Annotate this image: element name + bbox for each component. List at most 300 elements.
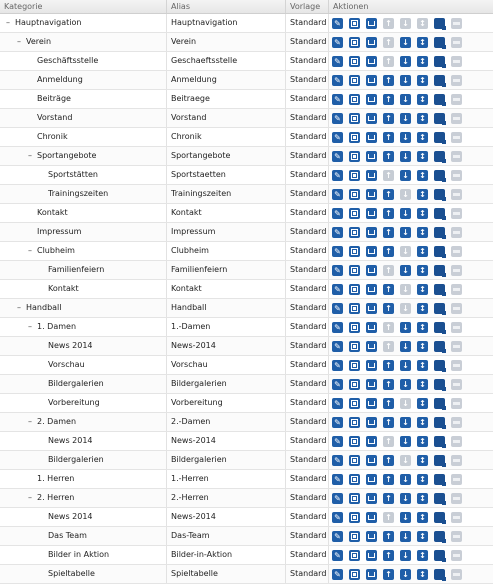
copy-icon[interactable] bbox=[349, 493, 360, 504]
table-row[interactable] bbox=[0, 432, 493, 451]
pencil-icon[interactable] bbox=[332, 550, 343, 561]
pencil-icon[interactable] bbox=[332, 208, 343, 219]
table-row[interactable] bbox=[0, 128, 493, 147]
cut-icon[interactable] bbox=[366, 208, 377, 219]
category-name[interactable]: Beiträge bbox=[37, 94, 71, 103]
cut-icon[interactable] bbox=[366, 322, 377, 333]
copy-icon[interactable] bbox=[349, 379, 360, 390]
arrow-up-icon[interactable] bbox=[383, 455, 394, 466]
pencil-icon[interactable] bbox=[332, 284, 343, 295]
move-icon[interactable] bbox=[434, 531, 445, 542]
sort-updown-icon[interactable] bbox=[417, 417, 428, 428]
pencil-icon[interactable] bbox=[332, 37, 343, 48]
delete-icon[interactable] bbox=[451, 94, 462, 105]
category-name[interactable]: Das Team bbox=[48, 531, 87, 540]
delete-icon[interactable] bbox=[451, 569, 462, 580]
pencil-icon[interactable] bbox=[332, 512, 343, 523]
move-icon[interactable] bbox=[434, 474, 445, 485]
collapse-toggle[interactable]: – bbox=[17, 37, 21, 46]
cut-icon[interactable] bbox=[366, 436, 377, 447]
arrow-up-icon[interactable] bbox=[383, 132, 394, 143]
table-row[interactable] bbox=[0, 52, 493, 71]
arrow-up-glyph: ↑ bbox=[385, 151, 392, 161]
arrow-down-icon[interactable] bbox=[400, 493, 411, 504]
sort-updown-icon[interactable] bbox=[417, 455, 428, 466]
move-icon[interactable] bbox=[434, 132, 445, 143]
pencil-icon[interactable] bbox=[332, 474, 343, 485]
delete-icon[interactable] bbox=[451, 436, 462, 447]
table-row[interactable] bbox=[0, 413, 493, 432]
sort-updown-icon[interactable] bbox=[417, 227, 428, 238]
delete-icon[interactable] bbox=[451, 379, 462, 390]
sort-updown-icon[interactable] bbox=[417, 550, 428, 561]
arrow-down-icon[interactable] bbox=[400, 208, 411, 219]
pencil-icon[interactable] bbox=[332, 436, 343, 447]
copy-icon[interactable] bbox=[349, 227, 360, 238]
copy-icon[interactable] bbox=[349, 417, 360, 428]
delete-icon[interactable] bbox=[451, 132, 462, 143]
move-icon[interactable] bbox=[434, 550, 445, 561]
delete-icon[interactable] bbox=[451, 170, 462, 181]
delete-icon[interactable] bbox=[451, 455, 462, 466]
cut-icon[interactable] bbox=[366, 75, 377, 86]
cut-icon[interactable] bbox=[366, 303, 377, 314]
copy-icon[interactable] bbox=[349, 474, 360, 485]
arrow-up-icon[interactable] bbox=[383, 303, 394, 314]
arrow-down-icon[interactable] bbox=[400, 265, 411, 276]
header-template[interactable]: Vorlage bbox=[286, 0, 329, 13]
sort-updown-icon[interactable] bbox=[417, 113, 428, 124]
pencil-icon[interactable] bbox=[332, 341, 343, 352]
pencil-icon[interactable] bbox=[332, 56, 343, 67]
category-name[interactable]: 2. Damen bbox=[37, 417, 77, 426]
arrow-down-icon[interactable] bbox=[400, 94, 411, 105]
copy-icon[interactable] bbox=[349, 94, 360, 105]
copy-icon[interactable] bbox=[349, 189, 360, 200]
table-row[interactable] bbox=[0, 337, 493, 356]
cut-icon[interactable] bbox=[366, 246, 377, 257]
move-icon[interactable] bbox=[434, 151, 445, 162]
copy-icon[interactable] bbox=[349, 151, 360, 162]
collapse-toggle[interactable]: – bbox=[28, 322, 32, 331]
cut-icon[interactable] bbox=[366, 531, 377, 542]
cut-icon[interactable] bbox=[366, 569, 377, 580]
collapse-toggle[interactable]: – bbox=[28, 151, 32, 160]
table-row[interactable] bbox=[0, 318, 493, 337]
copy-icon[interactable] bbox=[349, 170, 360, 181]
arrow-down-icon[interactable] bbox=[400, 550, 411, 561]
category-name[interactable]: 1. Herren bbox=[37, 474, 75, 483]
copy-icon[interactable] bbox=[349, 531, 360, 542]
arrow-up-icon[interactable] bbox=[383, 94, 394, 105]
arrow-down-icon[interactable] bbox=[400, 379, 411, 390]
template-cell: Standard bbox=[286, 90, 329, 108]
move-icon[interactable] bbox=[434, 341, 445, 352]
copy-icon[interactable] bbox=[349, 56, 360, 67]
category-name[interactable]: Handball bbox=[26, 303, 62, 312]
pencil-icon[interactable] bbox=[332, 246, 343, 257]
sort-updown-icon[interactable] bbox=[417, 208, 428, 219]
delete-icon[interactable] bbox=[451, 227, 462, 238]
cut-icon[interactable] bbox=[366, 151, 377, 162]
move-icon[interactable] bbox=[434, 455, 445, 466]
table-row[interactable] bbox=[0, 489, 493, 508]
arrow-down-glyph: ↓ bbox=[402, 265, 409, 275]
sort-updown-icon[interactable] bbox=[417, 531, 428, 542]
copy-icon[interactable] bbox=[349, 569, 360, 580]
table-row[interactable] bbox=[0, 356, 493, 375]
cut-icon[interactable] bbox=[366, 550, 377, 561]
sort-updown-icon[interactable] bbox=[417, 474, 428, 485]
category-name[interactable]: Chronik bbox=[37, 132, 68, 141]
sort-updown-icon[interactable] bbox=[417, 322, 428, 333]
move-icon[interactable] bbox=[434, 227, 445, 238]
actions-cell bbox=[329, 52, 493, 70]
category-name[interactable]: Bilder in Aktion bbox=[48, 550, 110, 559]
copy-icon[interactable] bbox=[349, 436, 360, 447]
cut-icon[interactable] bbox=[366, 360, 377, 371]
category-name[interactable]: Verein bbox=[26, 37, 52, 46]
category-name[interactable]: Bildergalerien bbox=[48, 379, 104, 388]
pencil-icon[interactable] bbox=[332, 18, 343, 29]
collapse-toggle[interactable]: – bbox=[28, 493, 32, 502]
category-name[interactable]: Spieltabelle bbox=[48, 569, 95, 578]
sort-updown-icon[interactable] bbox=[417, 151, 428, 162]
move-icon[interactable] bbox=[434, 379, 445, 390]
arrow-down-icon bbox=[400, 398, 411, 409]
table-row[interactable] bbox=[0, 261, 493, 280]
template-cell: Standard bbox=[286, 204, 329, 222]
pencil-icon[interactable] bbox=[332, 398, 343, 409]
table-row[interactable] bbox=[0, 508, 493, 527]
pencil-icon[interactable] bbox=[332, 75, 343, 86]
delete-icon[interactable] bbox=[451, 208, 462, 219]
category-name[interactable]: 1. Damen bbox=[37, 322, 77, 331]
sort-updown-icon[interactable] bbox=[417, 569, 428, 580]
pencil-icon[interactable] bbox=[332, 227, 343, 238]
copy-icon[interactable] bbox=[349, 550, 360, 561]
move-icon[interactable] bbox=[434, 436, 445, 447]
copy-icon[interactable] bbox=[349, 37, 360, 48]
category-name[interactable]: Kontakt bbox=[37, 208, 68, 217]
move-icon[interactable] bbox=[434, 208, 445, 219]
sort-updown-icon[interactable] bbox=[417, 75, 428, 86]
delete-icon[interactable] bbox=[451, 265, 462, 276]
cut-icon[interactable] bbox=[366, 417, 377, 428]
arrow-up-icon[interactable] bbox=[383, 189, 394, 200]
pencil-icon[interactable] bbox=[332, 379, 343, 390]
sort-updown-icon[interactable] bbox=[417, 265, 428, 276]
table-row[interactable] bbox=[0, 185, 493, 204]
copy-icon[interactable] bbox=[349, 113, 360, 124]
copy-icon[interactable] bbox=[349, 208, 360, 219]
sort-updown-icon[interactable] bbox=[417, 341, 428, 352]
copy-icon[interactable] bbox=[349, 75, 360, 86]
copy-icon[interactable] bbox=[349, 360, 360, 371]
table-row[interactable] bbox=[0, 90, 493, 109]
arrow-up-icon[interactable] bbox=[383, 569, 394, 580]
table-row[interactable] bbox=[0, 223, 493, 242]
delete-icon[interactable] bbox=[451, 341, 462, 352]
move-icon[interactable] bbox=[434, 360, 445, 371]
category-name[interactable]: 2. Herren bbox=[37, 493, 75, 502]
sort-glyph: ↕ bbox=[419, 360, 426, 370]
sort-updown-icon[interactable] bbox=[417, 37, 428, 48]
pencil-icon[interactable] bbox=[332, 170, 343, 181]
pencil-icon[interactable] bbox=[332, 113, 343, 124]
arrow-down-icon[interactable] bbox=[400, 132, 411, 143]
category-name[interactable]: Familienfeiern bbox=[48, 265, 105, 274]
table-row[interactable] bbox=[0, 166, 493, 185]
table-row[interactable] bbox=[0, 470, 493, 489]
move-icon[interactable] bbox=[434, 75, 445, 86]
arrow-down-icon[interactable] bbox=[400, 75, 411, 86]
table-row[interactable] bbox=[0, 280, 493, 299]
collapse-toggle[interactable]: – bbox=[6, 18, 10, 27]
move-icon[interactable] bbox=[434, 170, 445, 181]
sort-updown-icon[interactable] bbox=[417, 493, 428, 504]
cut-icon[interactable] bbox=[366, 341, 377, 352]
delete-icon[interactable] bbox=[451, 113, 462, 124]
sort-updown-icon[interactable] bbox=[417, 132, 428, 143]
delete-icon[interactable] bbox=[451, 474, 462, 485]
delete-icon[interactable] bbox=[451, 189, 462, 200]
arrow-down-icon[interactable] bbox=[400, 474, 411, 485]
copy-icon[interactable] bbox=[349, 341, 360, 352]
category-name[interactable]: Vorbereitung bbox=[48, 398, 100, 407]
category-name[interactable]: Sportangebote bbox=[37, 151, 97, 160]
arrow-up-icon[interactable] bbox=[383, 284, 394, 295]
template-cell: Standard bbox=[286, 489, 329, 507]
move-icon[interactable] bbox=[434, 322, 445, 333]
table-row[interactable] bbox=[0, 109, 493, 128]
pencil-icon[interactable] bbox=[332, 265, 343, 276]
category-name[interactable]: Bildergalerien bbox=[48, 455, 104, 464]
move-icon[interactable] bbox=[434, 56, 445, 67]
cut-icon[interactable] bbox=[366, 379, 377, 390]
category-name[interactable]: Impressum bbox=[37, 227, 82, 236]
category-name[interactable]: Trainingszeiten bbox=[48, 189, 109, 198]
category-name[interactable]: Clubheim bbox=[37, 246, 75, 255]
table-row[interactable] bbox=[0, 147, 493, 166]
sort-updown-icon[interactable] bbox=[417, 360, 428, 371]
header-category[interactable]: Kategorie bbox=[0, 0, 167, 13]
table-row[interactable] bbox=[0, 242, 493, 261]
collapse-toggle[interactable]: – bbox=[17, 303, 21, 312]
pencil-icon[interactable] bbox=[332, 189, 343, 200]
arrow-down-icon[interactable] bbox=[400, 151, 411, 162]
delete-icon[interactable] bbox=[451, 398, 462, 409]
arrow-down-icon[interactable] bbox=[400, 531, 411, 542]
move-icon[interactable] bbox=[434, 37, 445, 48]
delete-icon[interactable] bbox=[451, 531, 462, 542]
move-icon[interactable] bbox=[434, 189, 445, 200]
actions-cell bbox=[329, 90, 493, 108]
arrow-down-icon[interactable] bbox=[400, 56, 411, 67]
delete-icon[interactable] bbox=[451, 56, 462, 67]
table-row[interactable] bbox=[0, 527, 493, 546]
collapse-toggle[interactable]: – bbox=[28, 246, 32, 255]
pencil-icon[interactable] bbox=[332, 151, 343, 162]
copy-icon[interactable] bbox=[349, 18, 360, 29]
copy-icon[interactable] bbox=[349, 512, 360, 523]
category-name[interactable]: News 2014 bbox=[48, 341, 93, 350]
pencil-icon[interactable] bbox=[332, 303, 343, 314]
pencil-glyph: ✎ bbox=[334, 398, 341, 408]
copy-icon[interactable] bbox=[349, 132, 360, 143]
arrow-up-icon[interactable] bbox=[383, 113, 394, 124]
cut-icon[interactable] bbox=[366, 284, 377, 295]
copy-icon[interactable] bbox=[349, 246, 360, 257]
delete-icon[interactable] bbox=[451, 75, 462, 86]
move-icon[interactable] bbox=[434, 246, 445, 257]
move-icon[interactable] bbox=[434, 417, 445, 428]
cut-icon[interactable] bbox=[366, 398, 377, 409]
pencil-icon[interactable] bbox=[332, 94, 343, 105]
category-name[interactable]: News 2014 bbox=[48, 512, 93, 521]
category-name[interactable]: Hauptnavigation bbox=[15, 18, 82, 27]
arrow-down-icon[interactable] bbox=[400, 322, 411, 333]
move-icon[interactable] bbox=[434, 398, 445, 409]
category-name[interactable]: Vorstand bbox=[37, 113, 73, 122]
move-icon[interactable] bbox=[434, 113, 445, 124]
sort-updown-icon[interactable] bbox=[417, 56, 428, 67]
table-row[interactable] bbox=[0, 394, 493, 413]
copy-icon[interactable] bbox=[349, 265, 360, 276]
table-row[interactable] bbox=[0, 33, 493, 52]
cut-icon[interactable] bbox=[366, 265, 377, 276]
sort-updown-icon[interactable] bbox=[417, 436, 428, 447]
arrow-up-icon[interactable] bbox=[383, 227, 394, 238]
table-row[interactable] bbox=[0, 451, 493, 470]
arrow-down-icon[interactable] bbox=[400, 170, 411, 181]
category-name[interactable]: News 2014 bbox=[48, 436, 93, 445]
pencil-icon[interactable] bbox=[332, 322, 343, 333]
arrow-up-icon[interactable] bbox=[383, 360, 394, 371]
cut-icon[interactable] bbox=[366, 113, 377, 124]
sort-updown-icon[interactable] bbox=[417, 379, 428, 390]
pencil-icon[interactable] bbox=[332, 132, 343, 143]
copy-icon[interactable] bbox=[349, 303, 360, 314]
arrow-up-icon[interactable] bbox=[383, 474, 394, 485]
move-icon[interactable] bbox=[434, 512, 445, 523]
pencil-icon[interactable] bbox=[332, 493, 343, 504]
move-icon[interactable] bbox=[434, 18, 445, 29]
arrow-down-icon[interactable] bbox=[400, 113, 411, 124]
arrow-up-glyph: ↑ bbox=[385, 436, 392, 446]
arrow-down-icon[interactable] bbox=[400, 436, 411, 447]
table-row[interactable] bbox=[0, 565, 493, 584]
arrow-down-icon[interactable] bbox=[400, 37, 411, 48]
sort-updown-icon[interactable] bbox=[417, 246, 428, 257]
pencil-icon[interactable] bbox=[332, 455, 343, 466]
cut-icon[interactable] bbox=[366, 455, 377, 466]
copy-icon[interactable] bbox=[349, 284, 360, 295]
table-row[interactable] bbox=[0, 204, 493, 223]
cut-icon[interactable] bbox=[366, 474, 377, 485]
cut-icon[interactable] bbox=[366, 189, 377, 200]
arrow-up-icon[interactable] bbox=[383, 208, 394, 219]
table-row[interactable] bbox=[0, 14, 493, 33]
move-icon[interactable] bbox=[434, 284, 445, 295]
header-alias[interactable]: Alias bbox=[167, 0, 286, 13]
pencil-icon[interactable] bbox=[332, 360, 343, 371]
cut-icon[interactable] bbox=[366, 227, 377, 238]
cut-icon[interactable] bbox=[366, 132, 377, 143]
cut-icon[interactable] bbox=[366, 94, 377, 105]
category-name[interactable]: Geschäftsstelle bbox=[37, 56, 99, 65]
arrow-down-icon[interactable] bbox=[400, 360, 411, 371]
cut-icon[interactable] bbox=[366, 493, 377, 504]
delete-icon[interactable] bbox=[451, 550, 462, 561]
move-icon[interactable] bbox=[434, 493, 445, 504]
arrow-up-icon[interactable] bbox=[383, 151, 394, 162]
arrow-up-icon[interactable] bbox=[383, 493, 394, 504]
copy-icon[interactable] bbox=[349, 322, 360, 333]
arrow-up-icon[interactable] bbox=[383, 379, 394, 390]
cut-icon[interactable] bbox=[366, 18, 377, 29]
arrow-down-icon[interactable] bbox=[400, 512, 411, 523]
cut-icon[interactable] bbox=[366, 37, 377, 48]
category-name[interactable]: Vorschau bbox=[48, 360, 85, 369]
table-row[interactable] bbox=[0, 546, 493, 565]
category-name[interactable]: Anmeldung bbox=[37, 75, 83, 84]
move-icon[interactable] bbox=[434, 265, 445, 276]
cut-icon[interactable] bbox=[366, 56, 377, 67]
collapse-toggle[interactable]: – bbox=[28, 417, 32, 426]
sort-updown-icon[interactable] bbox=[417, 170, 428, 181]
arrow-up-icon[interactable] bbox=[383, 417, 394, 428]
arrow-up-icon[interactable] bbox=[383, 75, 394, 86]
sort-updown-icon[interactable] bbox=[417, 512, 428, 523]
arrow-down-icon[interactable] bbox=[400, 417, 411, 428]
arrow-up-icon[interactable] bbox=[383, 531, 394, 542]
arrow-down-icon[interactable] bbox=[400, 227, 411, 238]
sort-updown-icon[interactable] bbox=[417, 189, 428, 200]
pencil-icon[interactable] bbox=[332, 531, 343, 542]
table-row[interactable] bbox=[0, 299, 493, 318]
arrow-up-icon[interactable] bbox=[383, 398, 394, 409]
pencil-glyph: ✎ bbox=[334, 37, 341, 47]
table-row[interactable] bbox=[0, 375, 493, 394]
sort-updown-icon[interactable] bbox=[417, 398, 428, 409]
move-icon[interactable] bbox=[434, 569, 445, 580]
move-icon[interactable] bbox=[434, 303, 445, 314]
cut-icon[interactable] bbox=[366, 512, 377, 523]
arrow-down-icon[interactable] bbox=[400, 569, 411, 580]
delete-icon[interactable] bbox=[451, 284, 462, 295]
arrow-up-icon[interactable] bbox=[383, 246, 394, 257]
arrow-down-icon[interactable] bbox=[400, 341, 411, 352]
sort-updown-icon[interactable] bbox=[417, 303, 428, 314]
copy-icon[interactable] bbox=[349, 455, 360, 466]
delete-icon[interactable] bbox=[451, 512, 462, 523]
category-name[interactable]: Sportstätten bbox=[48, 170, 98, 179]
copy-icon[interactable] bbox=[349, 398, 360, 409]
sort-glyph: ↕ bbox=[419, 379, 426, 389]
pencil-glyph: ✎ bbox=[334, 208, 341, 218]
delete-icon[interactable] bbox=[451, 360, 462, 371]
table-row[interactable] bbox=[0, 71, 493, 90]
sort-updown-icon[interactable] bbox=[417, 284, 428, 295]
category-name[interactable]: Kontakt bbox=[48, 284, 79, 293]
move-icon[interactable] bbox=[434, 94, 445, 105]
pencil-icon[interactable] bbox=[332, 417, 343, 428]
cut-icon[interactable] bbox=[366, 170, 377, 181]
sort-updown-icon[interactable] bbox=[417, 94, 428, 105]
arrow-up-icon[interactable] bbox=[383, 550, 394, 561]
pencil-icon[interactable] bbox=[332, 569, 343, 580]
